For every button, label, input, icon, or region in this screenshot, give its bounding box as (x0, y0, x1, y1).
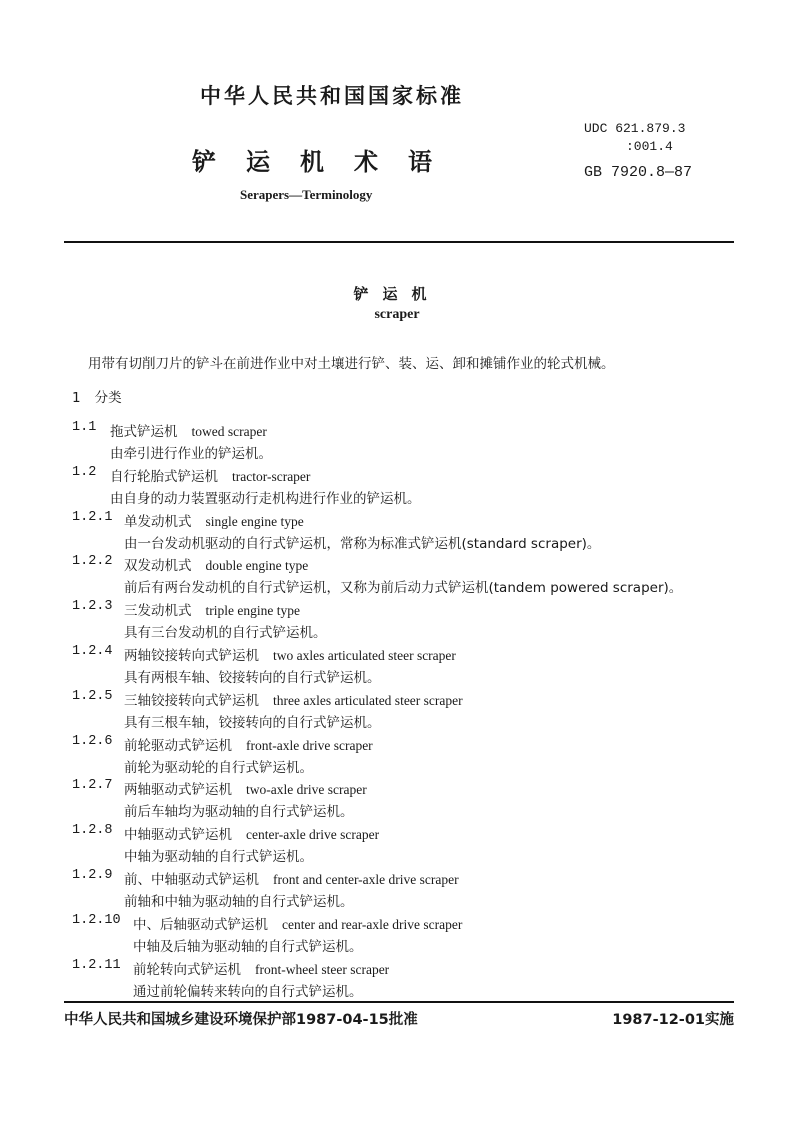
term-number: 1.2.1 (72, 509, 113, 525)
section-title-english: scraper (374, 307, 420, 322)
term-name-cn: 三发动机式 (124, 603, 192, 620)
term-definition: 由一台发动机驱动的自行式铲运机，常称为标准式铲运机(standard scraper)。 (124, 535, 601, 552)
term-name-en: front and center-axle drive scraper (273, 871, 459, 887)
term-entry (0, 510, 794, 555)
term-definition: 前轴和中轴为驱动轴的自行式铲运机。 (124, 893, 354, 910)
term-number: 1.2.10 (72, 912, 121, 928)
term-name-cn: 两轴铰接转向式铲运机 (124, 647, 259, 664)
term-name (124, 510, 304, 530)
term-name-cn: 两轴驱动式铲运机 (124, 782, 232, 799)
term-name-en: front-wheel steer scraper (255, 961, 390, 977)
term-definition: 具有三根车轴，铰接转向的自行式铲运机。 (124, 714, 381, 731)
term-name (124, 868, 459, 888)
term-name (133, 913, 462, 933)
term-definition: 由牵引进行作业的铲运机。 (110, 446, 272, 462)
term-entry (0, 689, 794, 734)
term-entry (0, 554, 794, 599)
term-name-en: tractor-scraper (232, 468, 311, 484)
term-number: 1.2 (72, 464, 97, 480)
effective-date: 1987-12-01实施 (612, 1012, 734, 1028)
term-name-cn: 单发动机式 (124, 513, 192, 530)
term-entry (0, 823, 794, 868)
term-name (133, 958, 389, 978)
standard-title: 中华人民共和国国家标准 (200, 84, 464, 108)
term-name (124, 734, 373, 754)
term-name-en: center and rear-axle drive scraper (282, 916, 463, 932)
term-definition: 中轴及后轴为驱动轴的自行式铲运机。 (133, 938, 363, 955)
term-entry (0, 644, 794, 689)
term-definition: 中轴为驱动轴的自行式铲运机。 (124, 849, 313, 866)
term-definition: 前后车轴均为驱动轴的自行式铲运机。 (124, 804, 354, 821)
term-definition: 具有两根车轴、铰接转向的自行式铲运机。 (124, 669, 381, 686)
term-entry (0, 465, 794, 510)
approval-note: 中华人民共和国城乡建设环境保护部1987-04-15批准 (64, 1012, 418, 1028)
term-name-en: front-axle drive scraper (246, 737, 373, 753)
term-number: 1.2.11 (72, 957, 121, 973)
term-name-cn: 双发动机式 (124, 558, 192, 575)
term-name-en: double engine type (205, 558, 309, 574)
term-number: 1.2.4 (72, 643, 113, 659)
footer-divider (64, 1001, 734, 1003)
term-definition: 前轮为驱动轮的自行式铲运机。 (124, 759, 313, 776)
term-entry (0, 599, 794, 644)
term-definition: 通过前轮偏转来转向的自行式铲运机。 (133, 983, 363, 1000)
term-name-cn: 三轴铰接转向式铲运机 (124, 692, 259, 709)
term-name (124, 554, 308, 574)
term-name (124, 778, 367, 798)
term-list (0, 420, 794, 1002)
section-title: 铲运机 (353, 285, 441, 303)
term-entry (0, 734, 794, 779)
term-name-en: two-axle drive scraper (246, 782, 367, 798)
term-number: 1.1 (72, 420, 97, 435)
term-number: 1.2.6 (72, 733, 113, 749)
clause-label: 分类 (94, 390, 122, 406)
term-entry (0, 958, 794, 1003)
term-name-cn: 拖式铲运机 (110, 424, 178, 440)
term-number: 1.2.5 (72, 688, 113, 704)
term-name-en: three axles articulated steer scraper (273, 692, 463, 708)
term-name-cn: 中、后轴驱动式铲运机 (133, 916, 268, 933)
term-number: 1.2.7 (72, 778, 113, 794)
udc-line-1: UDC 621.879.3 (584, 121, 686, 136)
term-definition: 前后有两台发动机的自行式铲运机，又称为前后动力式铲运机(tandem powered scraper)。 (124, 580, 683, 597)
term-entry (0, 913, 794, 958)
term-name-en: triple engine type (205, 603, 300, 619)
term-name-cn: 前轮转向式铲运机 (133, 961, 241, 978)
term-name (110, 465, 310, 485)
term-number: 1.2.3 (72, 599, 113, 615)
term-name (110, 420, 267, 440)
term-entry (0, 420, 794, 465)
header-divider (64, 241, 734, 243)
term-name-cn: 前轮驱动式铲运机 (124, 737, 232, 754)
term-number: 1.2.9 (72, 867, 113, 883)
term-entry (0, 778, 794, 823)
term-name (124, 599, 300, 619)
gb-code: GB 7920.8—87 (584, 164, 693, 181)
term-name-cn: 前、中轴驱动式铲运机 (124, 871, 259, 888)
term-entry (0, 868, 794, 913)
term-name-cn: 自行轮胎式铲运机 (110, 468, 218, 485)
term-name (124, 644, 456, 664)
term-number: 1.2.2 (72, 554, 113, 570)
udc-code (584, 120, 685, 156)
clause-number: 1 (72, 390, 81, 406)
clause-heading (72, 386, 122, 406)
term-name-en: towed scraper (191, 424, 267, 439)
term-definition: 具有三台发动机的自行式铲运机。 (124, 625, 327, 642)
section-definition: 用带有切削刀片的铲斗在前进作业中对土壤进行铲、装、运、卸和摊铺作业的轮式机械。 (88, 356, 615, 372)
term-name (124, 689, 463, 709)
document-title-english: Serapers—Terminology (240, 187, 373, 202)
udc-line-2: :001.4 (626, 139, 673, 154)
term-name-cn: 中轴驱动式铲运机 (124, 827, 232, 844)
term-name-en: single engine type (205, 513, 304, 529)
term-definition: 由自身的动力装置驱动行走机构进行作业的铲运机。 (110, 490, 421, 507)
term-name-en: two axles articulated steer scraper (273, 647, 456, 663)
term-name-en: center-axle drive scraper (246, 827, 380, 843)
term-name (124, 823, 379, 843)
document-title: 铲运机术语 (192, 148, 462, 176)
term-number: 1.2.8 (72, 823, 113, 839)
